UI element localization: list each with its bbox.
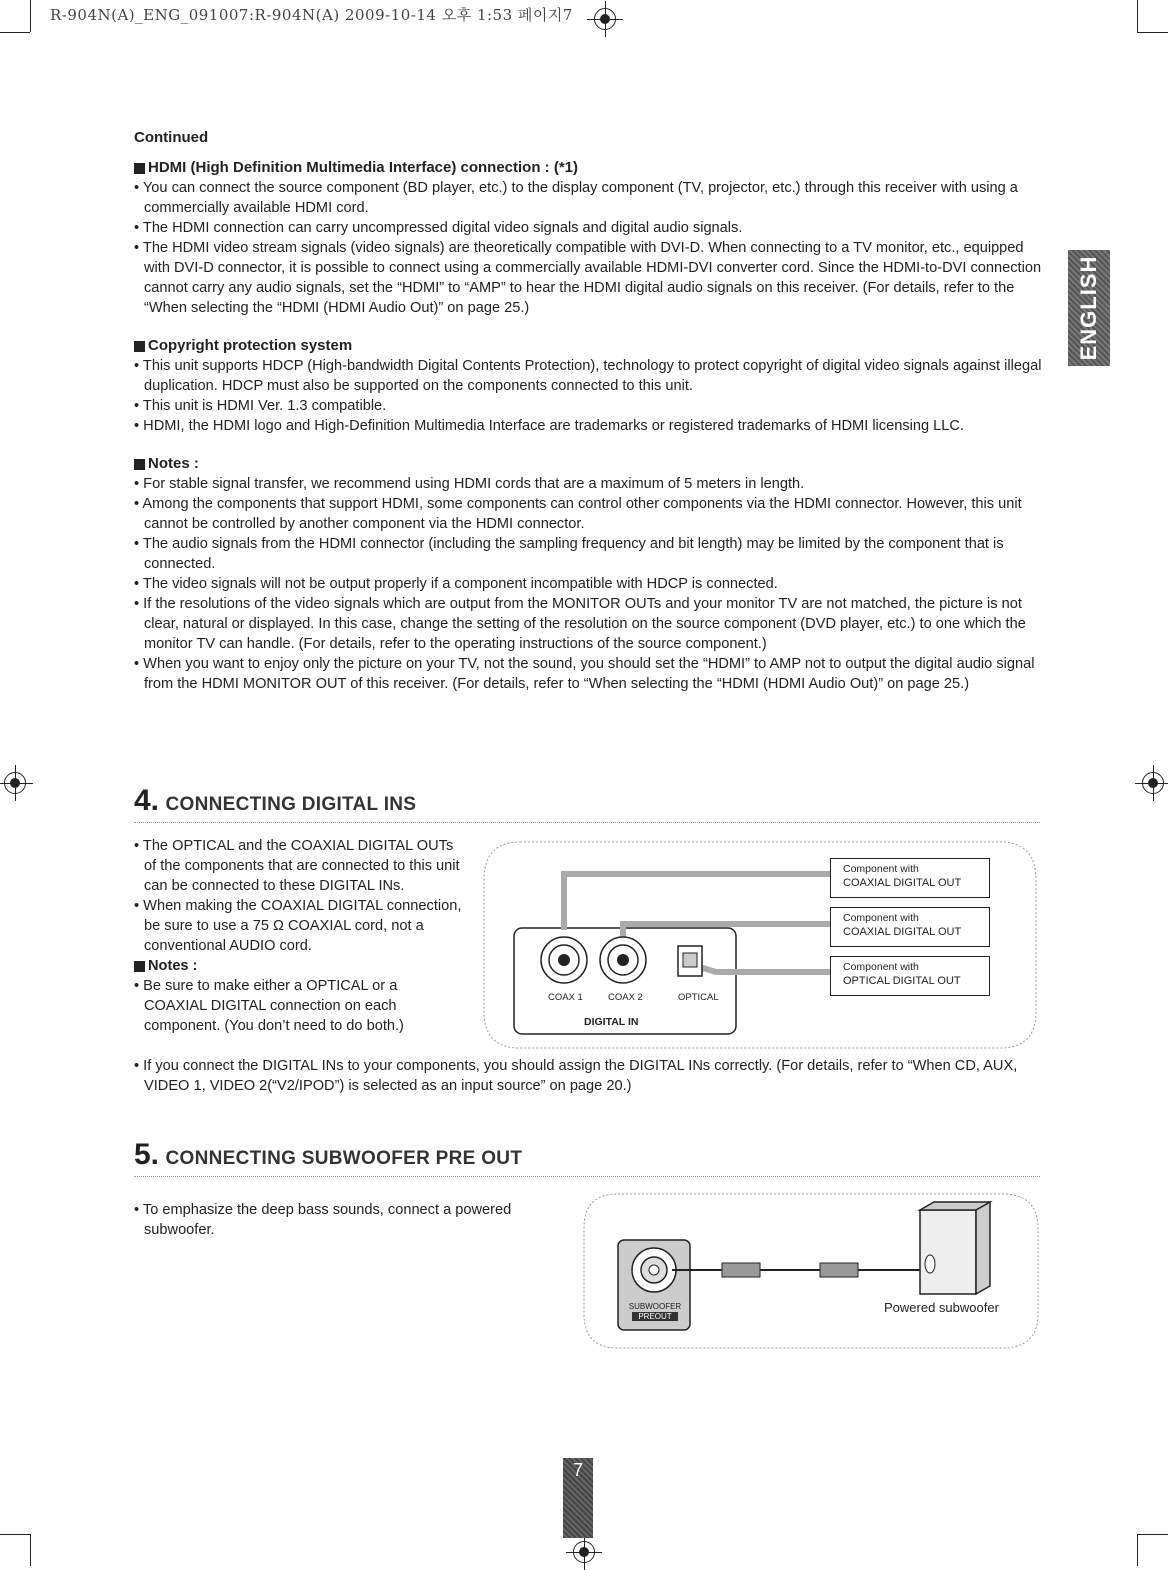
jack-label-optical: OPTICAL — [678, 992, 719, 1003]
jack-label-coax2: COAX 2 — [608, 992, 643, 1003]
crop-mark — [1137, 1534, 1168, 1535]
crop-mark — [0, 1534, 30, 1535]
square-bullet-icon — [134, 459, 145, 470]
language-tab — [1068, 250, 1110, 366]
section-4-title: CONNECTING DIGITAL INS — [165, 794, 417, 815]
list-item: • The video signals will not be output properly if a component incompatible with HDCP is connected. — [134, 574, 1044, 594]
preout-jack-label: PREOUT — [632, 1312, 678, 1321]
subwoofer-diagram-art — [582, 1192, 1040, 1350]
component-box-line2: COAXIAL DIGITAL OUT — [843, 877, 962, 889]
section-4-text — [134, 836, 464, 1036]
section-4-footer-text — [134, 1056, 1034, 1096]
registration-mark-icon — [4, 772, 26, 794]
crop-mark — [1137, 32, 1168, 33]
crop-mark — [0, 32, 30, 33]
list-item: • This unit supports HDCP (High-bandwidth Digital Contents Protection), technology to protect copyright of digital video signals against illegal duplication. HDCP must also be supported on the components connected to this unit. — [134, 356, 1044, 396]
notes-list — [134, 474, 1044, 694]
jack-label-coax1: COAX 1 — [548, 992, 583, 1003]
list-item: • If you connect the DIGITAL INs to your components, you should assign the DIGITAL INs correctly. (For details, refer to “When CD, AUX, VIDEO 1, VIDEO 2(“V2/IPOD”) is selected as an input source” on page 20.) — [134, 1056, 1034, 1096]
page-number: 7 — [563, 1458, 593, 1538]
component-box-optical — [830, 956, 990, 996]
continued-heading: Continued — [134, 129, 209, 146]
list-item: • If the resolutions of the video signals which are output from the MONITOR OUTs and your monitor TV are not matched, the picture is not clear, natural or displayed. In this case, change the setting of the resolution on the source component (DVD player, etc.) to one which the monitor TV can handle. (For details, refer to the operating instructions of the source component.) — [134, 594, 1044, 654]
component-box-line1: Component with — [843, 912, 919, 924]
square-bullet-icon — [134, 163, 145, 174]
section-4-number: 4. — [134, 784, 160, 817]
square-bullet-icon — [134, 961, 145, 972]
component-box-line1: Component with — [843, 863, 919, 875]
crop-mark — [30, 1534, 31, 1566]
list-item: • When you want to enjoy only the picture on your TV, not the sound, you should set the “HDMI” to AMP not to output the digital audio signal from the HDMI MONITOR OUT of this receiver. (For details, refer to “When selecting the “HDMI (HDMI Audio Out)” on page 25.) — [134, 654, 1044, 694]
digital-in-diagram — [480, 840, 1040, 1052]
subwoofer-diagram — [582, 1192, 1040, 1350]
hdmi-section — [134, 158, 1044, 318]
crop-mark — [1137, 1534, 1138, 1566]
print-header: R-904N(A)_ENG_091007:R-904N(A) 2009-10-14 오후 1:53 페이지7 — [50, 6, 573, 24]
component-box-coaxial-2 — [830, 907, 990, 947]
digital-in-panel-label: DIGITAL IN — [584, 1016, 639, 1028]
language-tab-label: ENGLISH — [1076, 255, 1101, 361]
square-bullet-icon — [134, 341, 145, 352]
component-box-line1: Component with — [843, 961, 919, 973]
component-box-line2: COAXIAL DIGITAL OUT — [843, 926, 962, 938]
list-item: • When making the COAXIAL DIGITAL connection, be sure to use a 75 Ω COAXIAL cord, not a conventional AUDIO cord. — [134, 896, 464, 956]
copyright-heading — [134, 336, 1044, 356]
list-item: • The OPTICAL and the COAXIAL DIGITAL OUTs of the components that are connected to this unit can be connected to these DIGITAL INs. — [134, 836, 464, 896]
crop-mark — [30, 0, 31, 32]
list-item: • The HDMI connection can carry uncompressed digital video signals and digital audio signals. — [134, 218, 1044, 238]
hdmi-list — [134, 178, 1044, 318]
list-item: • Be sure to make either a OPTICAL or a COAXIAL DIGITAL connection on each component. (You don’t need to do both.) — [134, 976, 464, 1036]
section-5-text — [134, 1200, 554, 1240]
list-item: • You can connect the source component (BD player, etc.) to the display component (TV, projector, etc.) through this receiver with using a commercially available HDMI cord. — [134, 178, 1044, 218]
component-box-coaxial-1 — [830, 858, 990, 898]
copyright-list — [134, 356, 1044, 436]
section-4-footer-list — [134, 1056, 1034, 1096]
copyright-title: Copyright protection system — [148, 337, 353, 354]
section-4-notes-title: Notes : — [148, 958, 198, 974]
section-4-list — [134, 836, 464, 956]
registration-mark-icon — [1142, 772, 1164, 794]
copyright-section — [134, 336, 1044, 436]
section-4-heading — [134, 784, 1040, 823]
registration-mark-icon — [573, 1541, 595, 1563]
list-item: • To emphasize the deep bass sounds, connect a powered subwoofer. — [134, 1200, 554, 1240]
list-item: • HDMI, the HDMI logo and High-Definition Multimedia Interface are trademarks or registered trademarks of HDMI licensing LLC. — [134, 416, 1044, 436]
crop-mark — [1137, 0, 1138, 32]
subwoofer-jack-label: SUBWOOFER — [628, 1302, 682, 1311]
section-4-notes-list — [134, 976, 464, 1036]
hdmi-title: HDMI (High Definition Multimedia Interface) connection : (*1) — [148, 159, 579, 176]
list-item: • For stable signal transfer, we recommend using HDMI cords that are a maximum of 5 meters in length. — [134, 474, 1044, 494]
section-4-notes-heading — [134, 956, 464, 976]
section-5-title: CONNECTING SUBWOOFER PRE OUT — [165, 1148, 523, 1169]
hdmi-heading — [134, 158, 1044, 178]
list-item: • The audio signals from the HDMI connector (including the sampling frequency and bit length) may be limited by the component that is connected. — [134, 534, 1044, 574]
registration-mark-icon — [594, 8, 616, 30]
notes-heading — [134, 454, 1044, 474]
list-item: • This unit is HDMI Ver. 1.3 compatible. — [134, 396, 1044, 416]
section-5-heading — [134, 1138, 1040, 1177]
section-5-number: 5. — [134, 1138, 160, 1171]
notes-section — [134, 454, 1044, 694]
section-5-list — [134, 1200, 554, 1240]
list-item: • Among the components that support HDMI, some components can control other components via the HDMI connector. However, this unit cannot be controlled by another component via the HDMI connector. — [134, 494, 1044, 534]
list-item: • The HDMI video stream signals (video signals) are theoretically compatible with DVI-D. When connecting to a TV monitor, etc., equipped with DVI-D connector, it is possible to connect using a commercially available HDMI-DVI converter cord. Since the HDMI-to-DVI connection cannot carry any audio signals, set the “HDMI” to “AMP” to hear the HDMI digital audio signals on this receiver. (For details, refer to the “When selecting the “HDMI (HDMI Audio Out)” on page 25.) — [134, 238, 1044, 318]
powered-subwoofer-label: Powered subwoofer — [884, 1300, 999, 1315]
component-box-line2: OPTICAL DIGITAL OUT — [843, 975, 961, 987]
main-content — [134, 128, 1044, 712]
notes-title: Notes : — [148, 455, 199, 472]
